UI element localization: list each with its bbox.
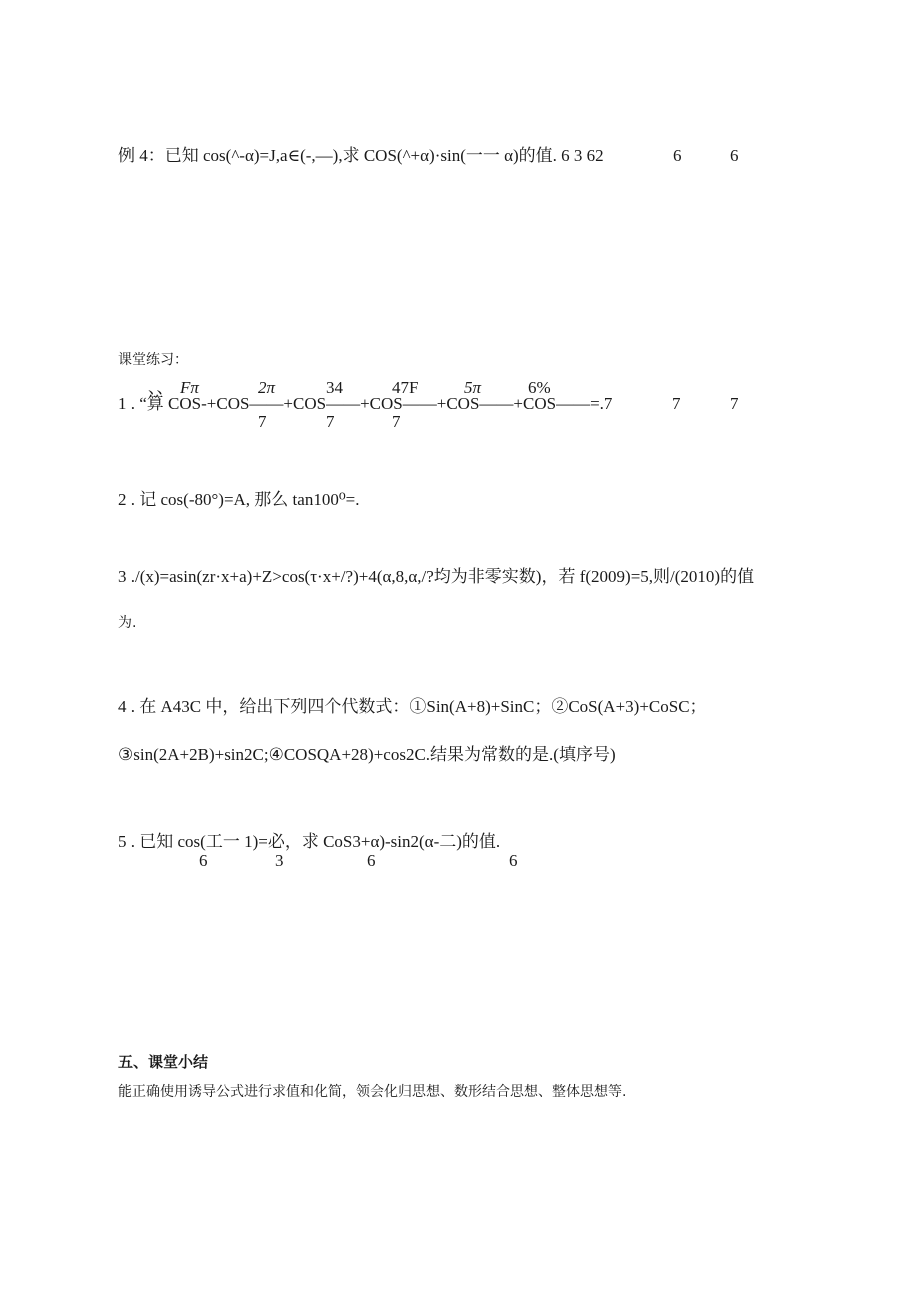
- q1-numerator: 、、: [148, 378, 174, 397]
- q1-numerator: 5π: [464, 378, 482, 397]
- q1-denominator: 7: [730, 394, 739, 413]
- q5-denominator: 6: [367, 851, 376, 870]
- example-4-denominator: 6: [673, 146, 682, 165]
- q5-denominator: 3: [275, 851, 284, 870]
- q1-text: 1 . “算 COS-+COS——+COS——+COS——+COS——+COS——=.7: [118, 394, 613, 413]
- q3-text-continued: 为.: [118, 615, 137, 631]
- q1-denominator: 7: [672, 394, 681, 413]
- q3-text: 3 ./(x)=asin(zr·x+a)+Z>cos(τ·x+/?)+4(α,8,α,/?均为非零实数)，若 f(2009)=5,则/(2010)的值: [118, 567, 755, 586]
- summary-heading: 五、课堂小结: [118, 1053, 209, 1071]
- practice-heading: 课堂练习：: [118, 352, 188, 368]
- q4-text: 4 . 在 A43C 中，给出下列四个代数式：①Sin(A+8)+SinC；②CoS(A+3)+CoSC；: [118, 697, 707, 716]
- summary-text: 能正确使用诱导公式进行求值和化简，领会化归思想、数形结合思想、整体思想等.: [118, 1084, 627, 1100]
- q5-text: 5 . 已知 cos(工一 1)=必，求 CoS3+α)-sin2(α-二)的值.: [118, 832, 501, 851]
- q4-text-continued: ③sin(2A+2B)+sin2C;④COSQA+28)+cos2C.结果为常数的是.(填序号): [118, 745, 616, 764]
- q5-denominator: 6: [509, 851, 518, 870]
- q1-numerator: Fπ: [180, 378, 199, 397]
- q1-denominator: 7: [258, 412, 267, 431]
- example-4-denominator: 6: [730, 146, 739, 165]
- q2-text: 2 . 记 cos(-80°)=A, 那么 tan100⁰=.: [118, 490, 360, 509]
- example-4-text: 例 4：已知 cos(^-α)=J,a∈(-,—),求 COS(^+α)·sin(一一 α)的值. 6 3 62: [118, 146, 604, 165]
- q1-denominator: 7: [326, 412, 335, 431]
- q1-numerator: 6%: [528, 378, 551, 397]
- q1-numerator: 47F: [392, 378, 419, 397]
- q1-denominator: 7: [392, 412, 401, 431]
- q5-denominator: 6: [199, 851, 208, 870]
- q1-numerator: 34: [326, 378, 343, 397]
- q1-numerator: 2π: [258, 378, 276, 397]
